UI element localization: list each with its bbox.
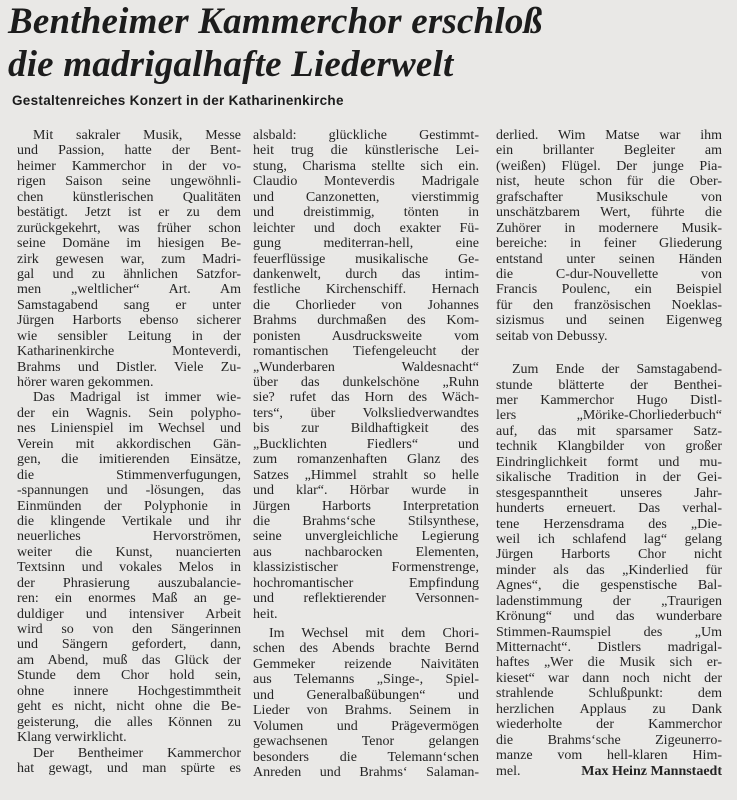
headline-line-1: Bentheimer Kammerchor erschloß xyxy=(8,1,543,42)
text-line xyxy=(17,267,241,282)
text-line xyxy=(253,626,479,641)
text-line xyxy=(496,547,722,562)
text-line-content: derlied. Wim Matse war ihm xyxy=(496,128,722,143)
text-line-content: die Brahms‘sche Stilsynthese, xyxy=(253,513,479,529)
text-line xyxy=(253,607,479,622)
text-line-content: zirk gewesen war, zum Madri- xyxy=(17,251,241,267)
text-line-content: und reflektierender Versonnen- xyxy=(253,591,479,607)
text-line xyxy=(253,591,479,606)
text-line xyxy=(17,421,241,436)
text-line xyxy=(253,529,479,544)
text-line-content: stesgespanntheit unseres Jahr- xyxy=(496,485,722,501)
text-line-content: Claudio Monteverdis Madrigale xyxy=(253,174,479,190)
text-line xyxy=(496,686,722,701)
text-line-content: hochromantischer Empfindung xyxy=(253,575,479,591)
text-line xyxy=(253,205,479,220)
text-line xyxy=(17,468,241,483)
text-line xyxy=(17,514,241,529)
text-line xyxy=(253,657,479,672)
text-line-content: bis zur Bildhaftigkeit des xyxy=(253,421,479,437)
text-line xyxy=(496,578,722,593)
text-line-content: ein brillanter Begleiter am xyxy=(496,143,722,159)
text-line xyxy=(496,517,722,532)
text-line xyxy=(496,702,722,717)
text-line-content: seine unvergleichliche Legierung xyxy=(253,529,479,545)
text-line xyxy=(17,699,241,714)
text-line xyxy=(253,190,479,205)
text-line xyxy=(17,452,241,467)
text-line-content: heit. xyxy=(253,606,278,622)
text-line xyxy=(496,563,722,578)
text-line-content: seine Domäne im hiesigen Be- xyxy=(17,236,241,252)
text-line xyxy=(253,329,479,344)
text-line-content: gung mediterran-hell, eine xyxy=(253,236,479,252)
text-line-content: -spannungen und -lösungen, das xyxy=(17,483,241,499)
text-line xyxy=(253,128,479,143)
text-line xyxy=(496,393,722,408)
text-line-content: ladenstimmung der „Traurigen xyxy=(496,593,722,609)
text-line xyxy=(496,501,722,516)
text-line xyxy=(496,424,722,439)
text-line xyxy=(17,746,241,761)
text-line-content: Francis Poulenc, ein Beispiel xyxy=(496,282,722,298)
text-line-content: kieset“ war dann noch nicht der xyxy=(496,670,722,686)
text-line-content: festliche Kirchenschiff. Hernach xyxy=(253,282,479,298)
text-line-content: Mitternacht“. Distlers madrigal- xyxy=(496,640,722,655)
text-line-content: schen des Abends brachte Bernd xyxy=(253,641,479,657)
text-line-content: sie? rufet das Horn des Wäch- xyxy=(253,390,479,406)
text-line xyxy=(17,159,241,174)
text-line-content: Lieder von Brahms. Seinem in xyxy=(253,703,479,719)
text-line xyxy=(496,748,722,763)
text-line xyxy=(17,715,241,730)
text-line xyxy=(17,730,241,745)
text-line xyxy=(17,344,241,359)
text-line xyxy=(253,252,479,267)
text-line-content: tene Herzensdrama des „Die- xyxy=(496,516,722,532)
text-line xyxy=(17,282,241,297)
text-line-content: ohne innere Hochgestimmtheit xyxy=(17,683,241,699)
text-line xyxy=(496,329,722,344)
text-line xyxy=(17,607,241,622)
headline xyxy=(8,0,542,86)
text-line xyxy=(253,360,479,375)
text-line xyxy=(253,499,479,514)
text-line-content: ren: ein enormes Maß an ge- xyxy=(17,591,241,607)
text-line xyxy=(17,236,241,251)
text-line-content: manze vom hell-klaren Him- xyxy=(496,748,722,764)
text-line-content: zum romanzenhaften Glanz des xyxy=(253,452,479,468)
text-line-content: minder als das „Kinderlied für xyxy=(496,562,722,578)
text-line xyxy=(496,439,722,454)
text-line xyxy=(253,576,479,591)
paragraph xyxy=(17,746,241,777)
text-line-content: Brahms und Distler. Viele Zu- xyxy=(17,359,241,375)
text-line-content: geht es nicht, nicht ohne die Be- xyxy=(17,699,241,715)
text-line-content: Katharinenkirche Monteverdi, xyxy=(17,344,241,360)
text-line-content: Jürgen Harborts Chor nicht xyxy=(496,547,722,563)
text-line-content: Stimmen-Raumspiel des „Um xyxy=(496,624,722,640)
text-line xyxy=(496,733,722,748)
text-line-content: seitab von Debussy. xyxy=(496,328,608,344)
text-line xyxy=(496,282,722,297)
text-line-content: Volumen und Prägevermögen xyxy=(253,718,479,734)
text-line xyxy=(17,761,241,776)
text-line-content: herzlichen Applaus zu Dank xyxy=(496,701,722,717)
text-line-content: bereiche: in feiner Gliederung xyxy=(496,236,722,252)
text-line-content: duldiger und intensiver Arbeit xyxy=(17,606,241,622)
text-line-content: ponisten Ausdrucksweite vom xyxy=(253,328,479,344)
text-line xyxy=(253,437,479,452)
text-line-content: der ein Wagnis. Sein polypho- xyxy=(17,405,241,421)
text-line xyxy=(17,684,241,699)
text-line-content: über das dunkelschöne „Ruhn xyxy=(253,375,479,390)
text-line-content: heit trug die künstlerische Lei- xyxy=(253,143,479,159)
text-line xyxy=(253,703,479,718)
text-line xyxy=(496,313,722,328)
text-line-content: Satzes „Himmel strahlt so helle xyxy=(253,467,479,483)
text-line xyxy=(496,486,722,501)
text-line-content: feuerflüssige musikalische Ge- xyxy=(253,251,479,267)
paragraph xyxy=(17,128,241,390)
text-line xyxy=(253,421,479,436)
text-line xyxy=(253,298,479,313)
text-line xyxy=(253,143,479,158)
text-line-content: Gemmeker reizende Naivitäten xyxy=(253,656,479,672)
text-line-content: men „weltlicher“ Art. Am xyxy=(17,282,241,298)
text-line-content: Anreden und Brahms‘ Salaman- xyxy=(253,764,479,780)
text-line-content: mel. xyxy=(496,763,521,779)
text-line-content: geisterung, die alles Können zu xyxy=(17,714,241,730)
text-line-content: strahlende Schlußpunkt: dem xyxy=(496,686,722,702)
text-line xyxy=(253,406,479,421)
text-line-content: wird so von den Sängerinnen xyxy=(17,622,241,637)
text-line-content: besonders die Telemann‘schen xyxy=(253,749,479,765)
text-line-content: neuerliches Hervorströmen, xyxy=(17,529,241,545)
text-line-content: und Generalbaßübungen“ und xyxy=(253,687,479,703)
text-line-content: und klar“. Hörbar wurde in xyxy=(253,483,479,499)
text-line-content: Jürgen Harborts ebenso sicherer xyxy=(17,313,241,329)
text-line-content: mer Kammerchor Hugo Distl- xyxy=(496,393,722,408)
text-line xyxy=(17,545,241,560)
article-column-2 xyxy=(253,128,479,780)
text-line xyxy=(17,560,241,575)
text-line-content: stunde blätterte der Benthei- xyxy=(496,377,722,393)
text-line-content: hörer waren gekommen. xyxy=(17,375,154,390)
text-line xyxy=(17,390,241,405)
text-line xyxy=(17,483,241,498)
text-line xyxy=(253,514,479,529)
text-line-content: entstand unter seinen Händen xyxy=(496,251,722,267)
text-line-content: Krönung“ und das wunderbare xyxy=(496,609,722,625)
text-line-content: Eindringlichkeit formt und mu- xyxy=(496,454,722,470)
text-line-content: Im Wechsel mit dem Chori- xyxy=(269,626,479,641)
text-line xyxy=(496,532,722,547)
text-line-content: die C-dur-Nouvellette von xyxy=(496,266,722,282)
text-line-content: Zum Ende der Samstagabend- xyxy=(512,362,722,378)
text-line-content: und Sängern gefordert, dann, xyxy=(17,637,241,653)
text-line-content: Mit sakraler Musik, Messe xyxy=(33,128,241,143)
text-line-content: grafschafter Musikschule von xyxy=(496,189,722,205)
text-line xyxy=(496,609,722,624)
text-line xyxy=(496,362,722,377)
text-line-content: technik Klangbilder von großer xyxy=(496,439,722,455)
text-line xyxy=(17,437,241,452)
text-line xyxy=(496,128,722,143)
text-line xyxy=(253,452,479,467)
article-column-1 xyxy=(17,128,241,776)
text-line xyxy=(253,750,479,765)
text-line-content: für den französischen Noeklas- xyxy=(496,297,722,313)
text-line xyxy=(17,529,241,544)
text-line-content: Einmünden der Polyphonie in xyxy=(17,498,241,514)
text-line xyxy=(17,298,241,313)
text-line-content: heimer Kammerchor in der vo- xyxy=(17,158,241,174)
text-line xyxy=(17,622,241,637)
text-line-content: romantischen Tiefengeleucht der xyxy=(253,344,479,360)
text-line xyxy=(253,390,479,405)
text-line-content: wie sensibler Leitung in der xyxy=(17,328,241,344)
text-line-content: klassizistischer Formenstrenge, xyxy=(253,560,479,576)
text-line-content: weiter die Kunst, nuancierten xyxy=(17,544,241,560)
text-line xyxy=(17,313,241,328)
text-line-content: gal und zu ähnlichen Satzfor- xyxy=(17,266,241,282)
text-line xyxy=(253,734,479,749)
text-line xyxy=(17,653,241,668)
text-line xyxy=(253,375,479,390)
text-line-content: am Abend, muß das Glück der xyxy=(17,652,241,668)
paragraph xyxy=(253,626,479,780)
text-line xyxy=(496,671,722,686)
text-line xyxy=(253,344,479,359)
text-line-content: Verein mit akkordischen Gän- xyxy=(17,436,241,452)
text-line xyxy=(253,672,479,687)
text-line-content: (weißen) Flügel. Der junge Pia- xyxy=(496,158,722,174)
text-line xyxy=(17,205,241,220)
text-line-content: Das Madrigal ist immer wie- xyxy=(33,390,241,406)
text-line-content: die Stimmenverfugungen, xyxy=(17,467,241,483)
text-line-content: gewachsenen Tenor gelangen xyxy=(253,734,479,750)
paragraph xyxy=(496,128,722,344)
text-line-content: „Wunderbaren Waldesnacht“ xyxy=(253,359,479,375)
text-line-content: sikalische Tradition in der Gei- xyxy=(496,470,722,486)
text-line xyxy=(253,545,479,560)
text-line xyxy=(496,594,722,609)
text-line xyxy=(253,313,479,328)
text-line-content: die klingende Vertikale und ihr xyxy=(17,513,241,529)
text-line-content: haftes „Wer die Musik sich er- xyxy=(496,655,722,671)
text-line xyxy=(253,282,479,297)
paragraph xyxy=(253,128,479,622)
text-line xyxy=(496,655,722,670)
text-line xyxy=(496,174,722,189)
text-line xyxy=(17,360,241,375)
text-line-content: weil ich schlafend lag“ gelang xyxy=(496,531,722,547)
text-line-content: zurückgekehrt, was früher schon xyxy=(17,220,241,236)
text-line xyxy=(496,408,722,423)
text-line xyxy=(253,468,479,483)
text-line-content: Klang verwirklicht. xyxy=(17,730,127,746)
text-line xyxy=(496,298,722,313)
text-line-content: Samstagabend sang er unter xyxy=(17,297,241,313)
text-line xyxy=(17,637,241,652)
text-line-content: aus nachbarocken Elementen, xyxy=(253,544,479,560)
text-line-content: die Chorlieder von Johannes xyxy=(253,297,479,313)
paragraph xyxy=(17,390,241,745)
text-line-content: chen künstlerischen Qualitäten xyxy=(17,189,241,205)
text-line xyxy=(17,499,241,514)
text-line-content: ters“, über Volksliedverwandtes xyxy=(253,405,479,421)
text-line xyxy=(253,560,479,575)
text-line xyxy=(496,455,722,470)
text-line xyxy=(496,252,722,267)
text-line xyxy=(496,717,722,732)
text-line xyxy=(496,378,722,393)
text-line xyxy=(253,236,479,251)
text-line xyxy=(17,221,241,236)
text-line-content: und Canzonetten, vierstimmig xyxy=(253,189,479,205)
text-line xyxy=(17,143,241,158)
text-line xyxy=(253,221,479,236)
text-line-content: bestätigt. Jetzt ist er zu dem xyxy=(17,205,241,221)
headline-line-2: die madrigalhafte Liederwelt xyxy=(8,44,454,85)
text-line xyxy=(17,406,241,421)
text-line-content: nes Linienspiel im Wechsel und xyxy=(17,421,241,437)
text-line-content: „Bucklichten Fiedlers“ und xyxy=(253,436,479,452)
text-line-content: dankenwelt, durch das intim- xyxy=(253,266,479,282)
text-line-content: alsbald: glückliche Gestimmt- xyxy=(253,128,479,143)
text-line xyxy=(253,174,479,189)
text-line-content: wiederholte der Kammerchor xyxy=(496,717,722,733)
text-line-content: die Brahms‘sche Zigeunerro- xyxy=(496,732,722,748)
text-line xyxy=(17,591,241,606)
text-line-content: Agnes“, die gespenstische Bal- xyxy=(496,578,722,594)
text-line xyxy=(253,719,479,734)
text-line-content: stung, Charisma stellte sich ein. xyxy=(253,158,479,174)
text-line xyxy=(496,640,722,655)
text-line-content: Stunde dem Chor hold sein, xyxy=(17,668,241,684)
text-line-content: nist, heute schon für die Ober- xyxy=(496,174,722,190)
text-line xyxy=(17,375,241,390)
text-line xyxy=(253,483,479,498)
text-line-content: unschätzbarem Wert, führte die xyxy=(496,205,722,221)
text-line xyxy=(17,174,241,189)
text-line-content: rigen Saison seine ungewöhnli- xyxy=(17,174,241,190)
article-column-3 xyxy=(496,128,722,779)
text-line-content: Der Bentheimer Kammerchor xyxy=(33,745,241,761)
text-line-content: gen, die imitierenden Einsätze, xyxy=(17,452,241,468)
text-line-content: Brahms durchmaßen des Kom- xyxy=(253,313,479,329)
text-line-content: aus Telemanns „Singe-, Spiel- xyxy=(253,672,479,688)
text-line xyxy=(496,236,722,251)
text-line xyxy=(253,765,479,780)
text-line xyxy=(496,267,722,282)
paragraph xyxy=(496,362,722,779)
text-line-content: Textsinn und vokales Melos in xyxy=(17,560,241,576)
text-line xyxy=(253,267,479,282)
text-line-content: Jürgen Harborts Interpretation xyxy=(253,498,479,514)
text-line xyxy=(17,252,241,267)
text-line-content: leichter und doch exakter Fü- xyxy=(253,220,479,236)
text-line-content: hat gewagt, und man spürte es xyxy=(17,760,241,776)
text-line-content: auf, das mit sparsamer Satz- xyxy=(496,423,722,439)
text-line-content: und Passion, hatte der Bent- xyxy=(17,143,241,159)
text-line xyxy=(496,625,722,640)
text-line xyxy=(17,576,241,591)
text-line-content: sizismus und seinen Eigenweg xyxy=(496,313,722,329)
text-line xyxy=(496,764,722,779)
text-line-content: lers „Mörike-Chorliederbuch“ xyxy=(496,408,722,424)
text-line-content: hunderts erneuert. Das verhal- xyxy=(496,501,722,517)
text-line xyxy=(496,221,722,236)
author-byline: Max Heinz Mannstaedt xyxy=(581,763,722,779)
text-line xyxy=(17,329,241,344)
text-line xyxy=(496,205,722,220)
text-line xyxy=(253,688,479,703)
text-line xyxy=(496,190,722,205)
text-line xyxy=(253,159,479,174)
text-line-content: und dreistimmig, tönten in xyxy=(253,205,479,221)
text-line xyxy=(17,668,241,683)
text-line xyxy=(496,143,722,158)
text-line xyxy=(496,470,722,485)
text-line xyxy=(253,641,479,656)
subheadline: Gestaltenreiches Konzert in der Katharinenkirche xyxy=(12,93,344,108)
text-line xyxy=(496,159,722,174)
text-line-content: der Phrasierung auszubalancie- xyxy=(17,575,241,591)
text-line xyxy=(17,128,241,143)
text-line xyxy=(17,190,241,205)
text-line-content: Zuhörer in modernere Musik- xyxy=(496,220,722,236)
